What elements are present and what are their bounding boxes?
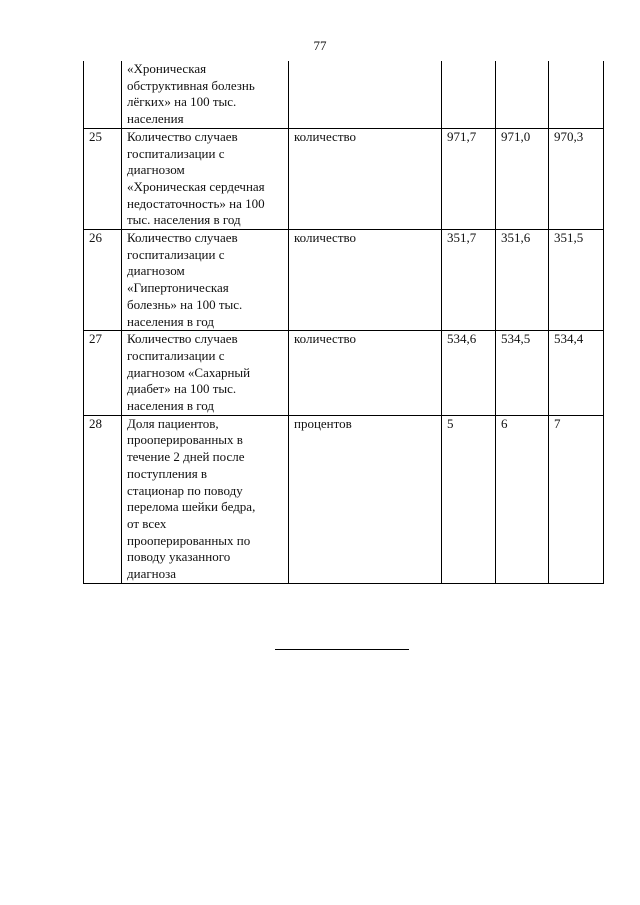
cell-value-3 <box>549 61 604 128</box>
indicator-name-line: тыс. населения в год <box>127 212 241 228</box>
cell-value-2: 6 <box>496 415 549 583</box>
table-row <box>84 61 604 128</box>
cell-value-1: 971,7 <box>442 128 496 229</box>
cell-row-number <box>84 61 122 128</box>
cell-unit: процентов <box>289 415 442 583</box>
indicator-name-line: диагноза <box>127 566 177 582</box>
indicator-name-line: от всех <box>127 515 167 531</box>
indicator-name-line: лёгких» на 100 тыс. <box>127 94 237 110</box>
cell-value-2: 351,6 <box>496 230 549 331</box>
indicator-name-line: «Гипертоническая <box>127 280 229 296</box>
cell-value-3: 7 <box>549 415 604 583</box>
cell-indicator-name <box>122 331 289 416</box>
cell-unit: количество <box>289 128 442 229</box>
indicator-name-line: Количество случаев <box>127 128 238 144</box>
cell-row-number: 27 <box>84 331 122 416</box>
indicator-name-line: населения <box>127 111 184 127</box>
cell-value-1: 351,7 <box>442 230 496 331</box>
indicator-name-line: диагнозом <box>127 162 185 178</box>
cell-row-number: 25 <box>84 128 122 229</box>
indicator-name-line: госпитализации с <box>127 347 225 363</box>
indicator-name-line: обструктивная болезнь <box>127 77 255 93</box>
indicator-table <box>83 61 604 584</box>
indicator-name-line: Доля пациентов, <box>127 415 219 431</box>
indicator-name-line: недостаточность» на 100 <box>127 195 265 211</box>
cell-indicator-name <box>122 230 289 331</box>
indicator-name-line: населения в год <box>127 313 214 329</box>
cell-unit <box>289 61 442 128</box>
cell-indicator-name <box>122 61 289 128</box>
table-row <box>84 128 604 229</box>
cell-unit: количество <box>289 230 442 331</box>
cell-unit: количество <box>289 331 442 416</box>
indicator-name-line: госпитализации с <box>127 145 225 161</box>
indicator-name-line: диагнозом <box>127 263 185 279</box>
table-row <box>84 415 604 583</box>
cell-row-number: 26 <box>84 230 122 331</box>
separator-line <box>275 649 409 650</box>
cell-value-1: 5 <box>442 415 496 583</box>
table-body <box>84 61 604 583</box>
table-row <box>84 230 604 331</box>
cell-value-2: 534,5 <box>496 331 549 416</box>
cell-value-1 <box>442 61 496 128</box>
indicator-name-line: прооперированных по <box>127 532 251 548</box>
indicator-name-line: «Хроническая сердечная <box>127 178 265 194</box>
indicator-name-line: прооперированных в <box>127 432 243 448</box>
cell-value-2: 971,0 <box>496 128 549 229</box>
indicator-name-line: диабет» на 100 тыс. <box>127 381 237 397</box>
indicator-name-line: поступления в <box>127 465 208 481</box>
page-number: 77 <box>313 38 327 53</box>
indicator-name-line: населения в год <box>127 398 214 414</box>
indicator-name-line: стационар по поводу <box>127 482 243 498</box>
cell-indicator-name <box>122 415 289 583</box>
cell-row-number: 28 <box>84 415 122 583</box>
indicator-name-line: перелома шейки бедра, <box>127 499 256 515</box>
indicator-name-line: госпитализации с <box>127 246 225 262</box>
indicator-name-line: течение 2 дней после <box>127 449 245 465</box>
cell-value-3: 351,5 <box>549 230 604 331</box>
cell-indicator-name <box>122 128 289 229</box>
cell-value-3: 534,4 <box>549 331 604 416</box>
indicator-name-line: Количество случаев <box>127 331 238 347</box>
cell-value-3: 970,3 <box>549 128 604 229</box>
indicator-name-line: «Хроническая <box>127 61 207 76</box>
cell-value-1: 534,6 <box>442 331 496 416</box>
indicator-name-line: Количество случаев <box>127 230 238 246</box>
indicator-name-line: болезнь» на 100 тыс. <box>127 296 243 312</box>
cell-value-2 <box>496 61 549 128</box>
indicator-name-line: диагнозом «Сахарный <box>127 364 251 380</box>
indicator-name-line: поводу указанного <box>127 549 231 565</box>
table-row <box>84 331 604 416</box>
